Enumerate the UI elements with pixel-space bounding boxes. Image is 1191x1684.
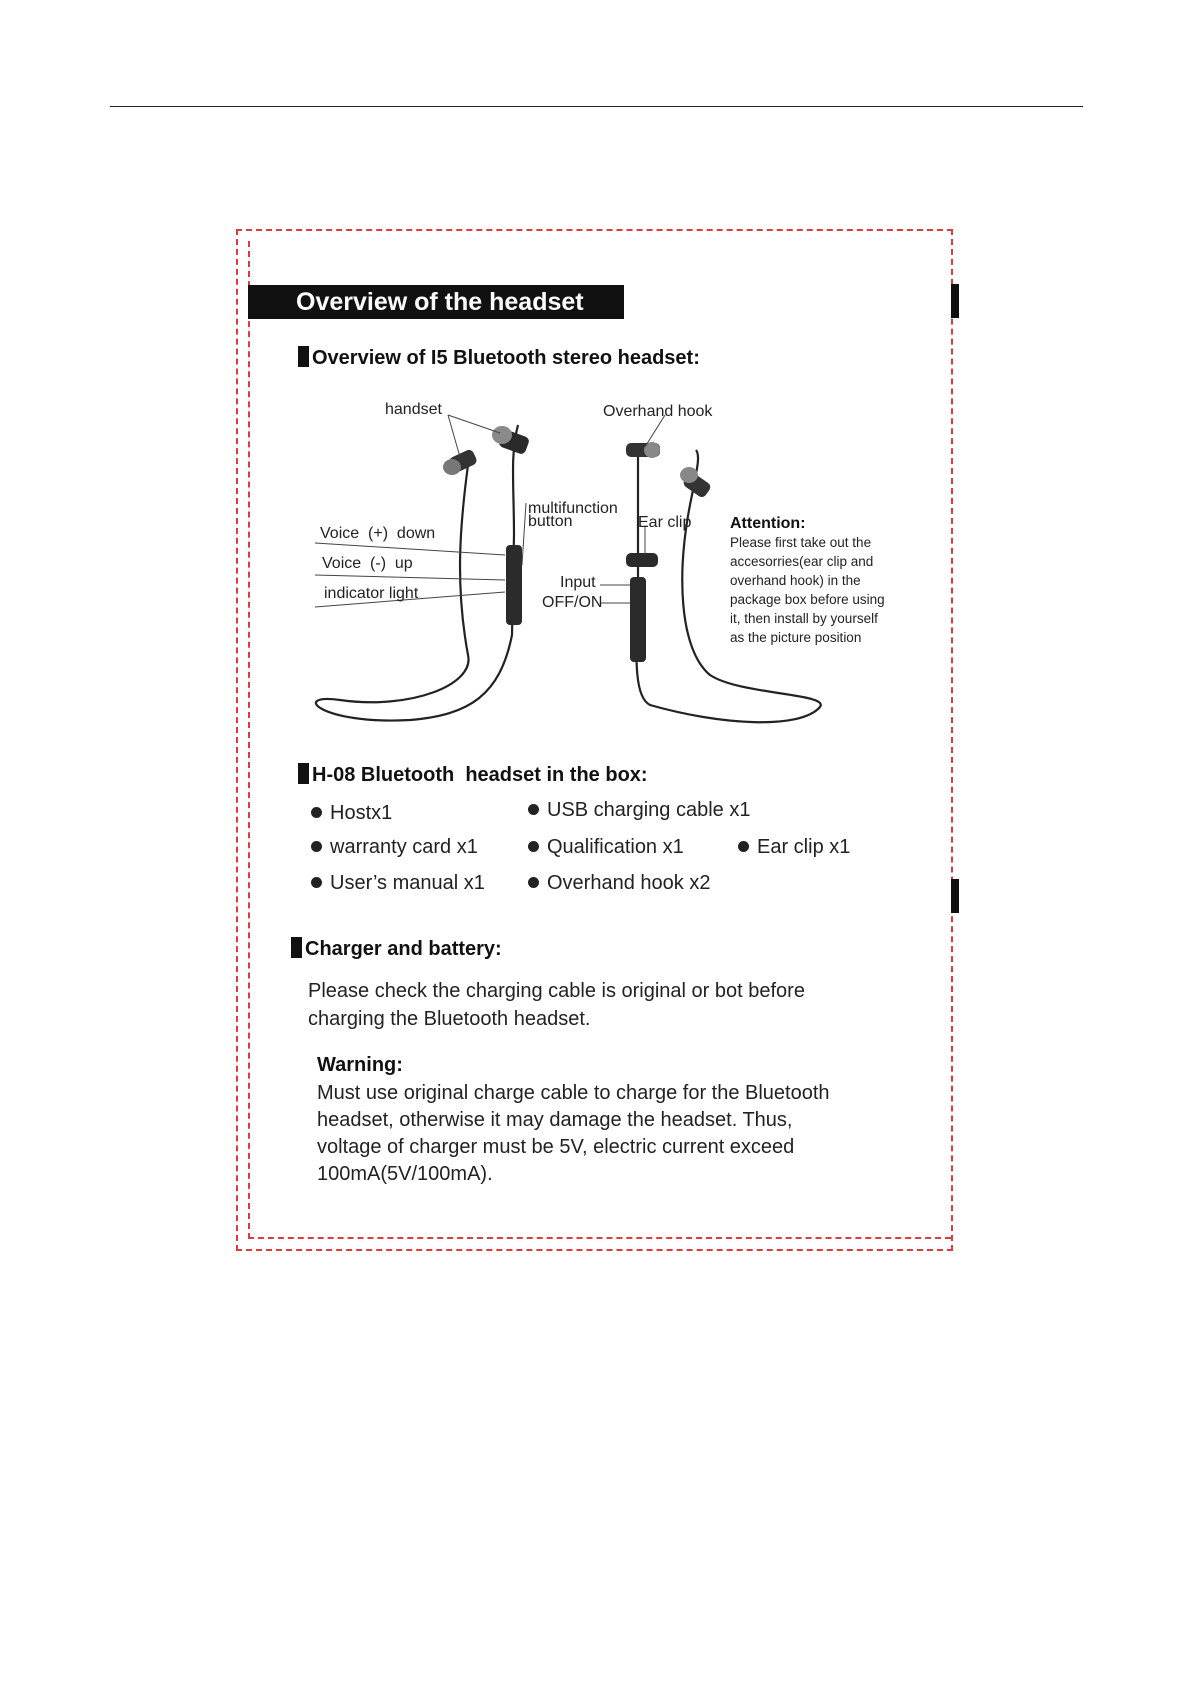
heading-text: Charger and battery: [305, 938, 502, 960]
label-offon: OFF/ON [542, 594, 603, 611]
list-item: Hostx1 [311, 802, 392, 825]
heading-bar [298, 763, 309, 784]
section-banner: Overview of the headset [248, 285, 624, 319]
label-ear-clip: Ear clip [638, 514, 692, 531]
list-item: Qualification x1 [528, 836, 684, 859]
section-heading-box [298, 763, 648, 787]
attention-title: Attention: [730, 515, 806, 532]
left-control-box [506, 545, 522, 625]
bullet-icon [311, 877, 322, 888]
bullet-icon [311, 841, 322, 852]
list-item: USB charging cable x1 [528, 799, 750, 822]
bullet-icon [528, 841, 539, 852]
paragraph-line: headset, otherwise it may damage the headset. Thus, [317, 1109, 793, 1131]
attention-line: it, then install by yourself [730, 611, 878, 626]
left-earbud-2 [492, 426, 530, 455]
label-input: Input [560, 574, 596, 591]
label-voice-up: Voice (-) up [322, 555, 413, 572]
warning-title: Warning: [317, 1054, 403, 1076]
attention-line: package box before using [730, 592, 885, 607]
warning-paragraph [317, 1080, 830, 1188]
left-earbud-1 [443, 448, 478, 475]
side-tab-mark-bottom [951, 879, 959, 913]
right-earbud-1 [626, 442, 660, 458]
charger-paragraph [308, 977, 805, 1033]
right-earbud-2 [680, 467, 712, 499]
bullet-icon [528, 877, 539, 888]
bullet-icon [311, 807, 322, 818]
attention-line: Please first take out the [730, 535, 872, 550]
headset-diagram [300, 395, 925, 755]
label-overhand-hook: Overhand hook [603, 403, 713, 420]
paragraph-line: charging the Bluetooth headset. [308, 1008, 591, 1030]
list-item: Ear clip x1 [738, 836, 850, 859]
bullet-icon [738, 841, 749, 852]
heading-text: H-08 Bluetooth headset in the box: [312, 764, 648, 786]
paragraph-line: voltage of charger must be 5V, electric current exceed [317, 1136, 795, 1158]
heading-text: Overview of I5 Bluetooth stereo headset: [312, 347, 700, 369]
list-item: Overhand hook x2 [528, 872, 710, 895]
heading-bar [298, 346, 309, 367]
label-multifunction-button: button [528, 513, 573, 530]
label-indicator-light: indicator light [324, 585, 419, 602]
paragraph-line: Must use original charge cable to charge for the Bluetooth [317, 1082, 830, 1104]
heading-bar [291, 937, 302, 958]
ear-clip-part [626, 553, 658, 567]
side-tab-mark-top [951, 284, 959, 318]
list-item: warranty card x1 [311, 836, 478, 859]
attention-line: overhand hook) in the [730, 573, 861, 588]
left-cable [316, 425, 518, 721]
attention-line: accesorries(ear clip and [730, 554, 874, 569]
label-handset: handset [385, 401, 442, 418]
attention-line: as the picture position [730, 630, 862, 645]
section-heading-charger [291, 937, 502, 961]
list-item: User’s manual x1 [311, 872, 485, 895]
paragraph-line: Please check the charging cable is original or bot before [308, 980, 805, 1002]
paragraph-line: 100mA(5V/100mA). [317, 1163, 493, 1185]
section-heading-overview [298, 346, 700, 370]
top-rule [110, 106, 1083, 107]
label-voice-down: Voice (+) down [320, 525, 436, 542]
label-multifunction: multifunction [528, 500, 618, 517]
bullet-icon [528, 804, 539, 815]
right-control-box [630, 577, 646, 662]
